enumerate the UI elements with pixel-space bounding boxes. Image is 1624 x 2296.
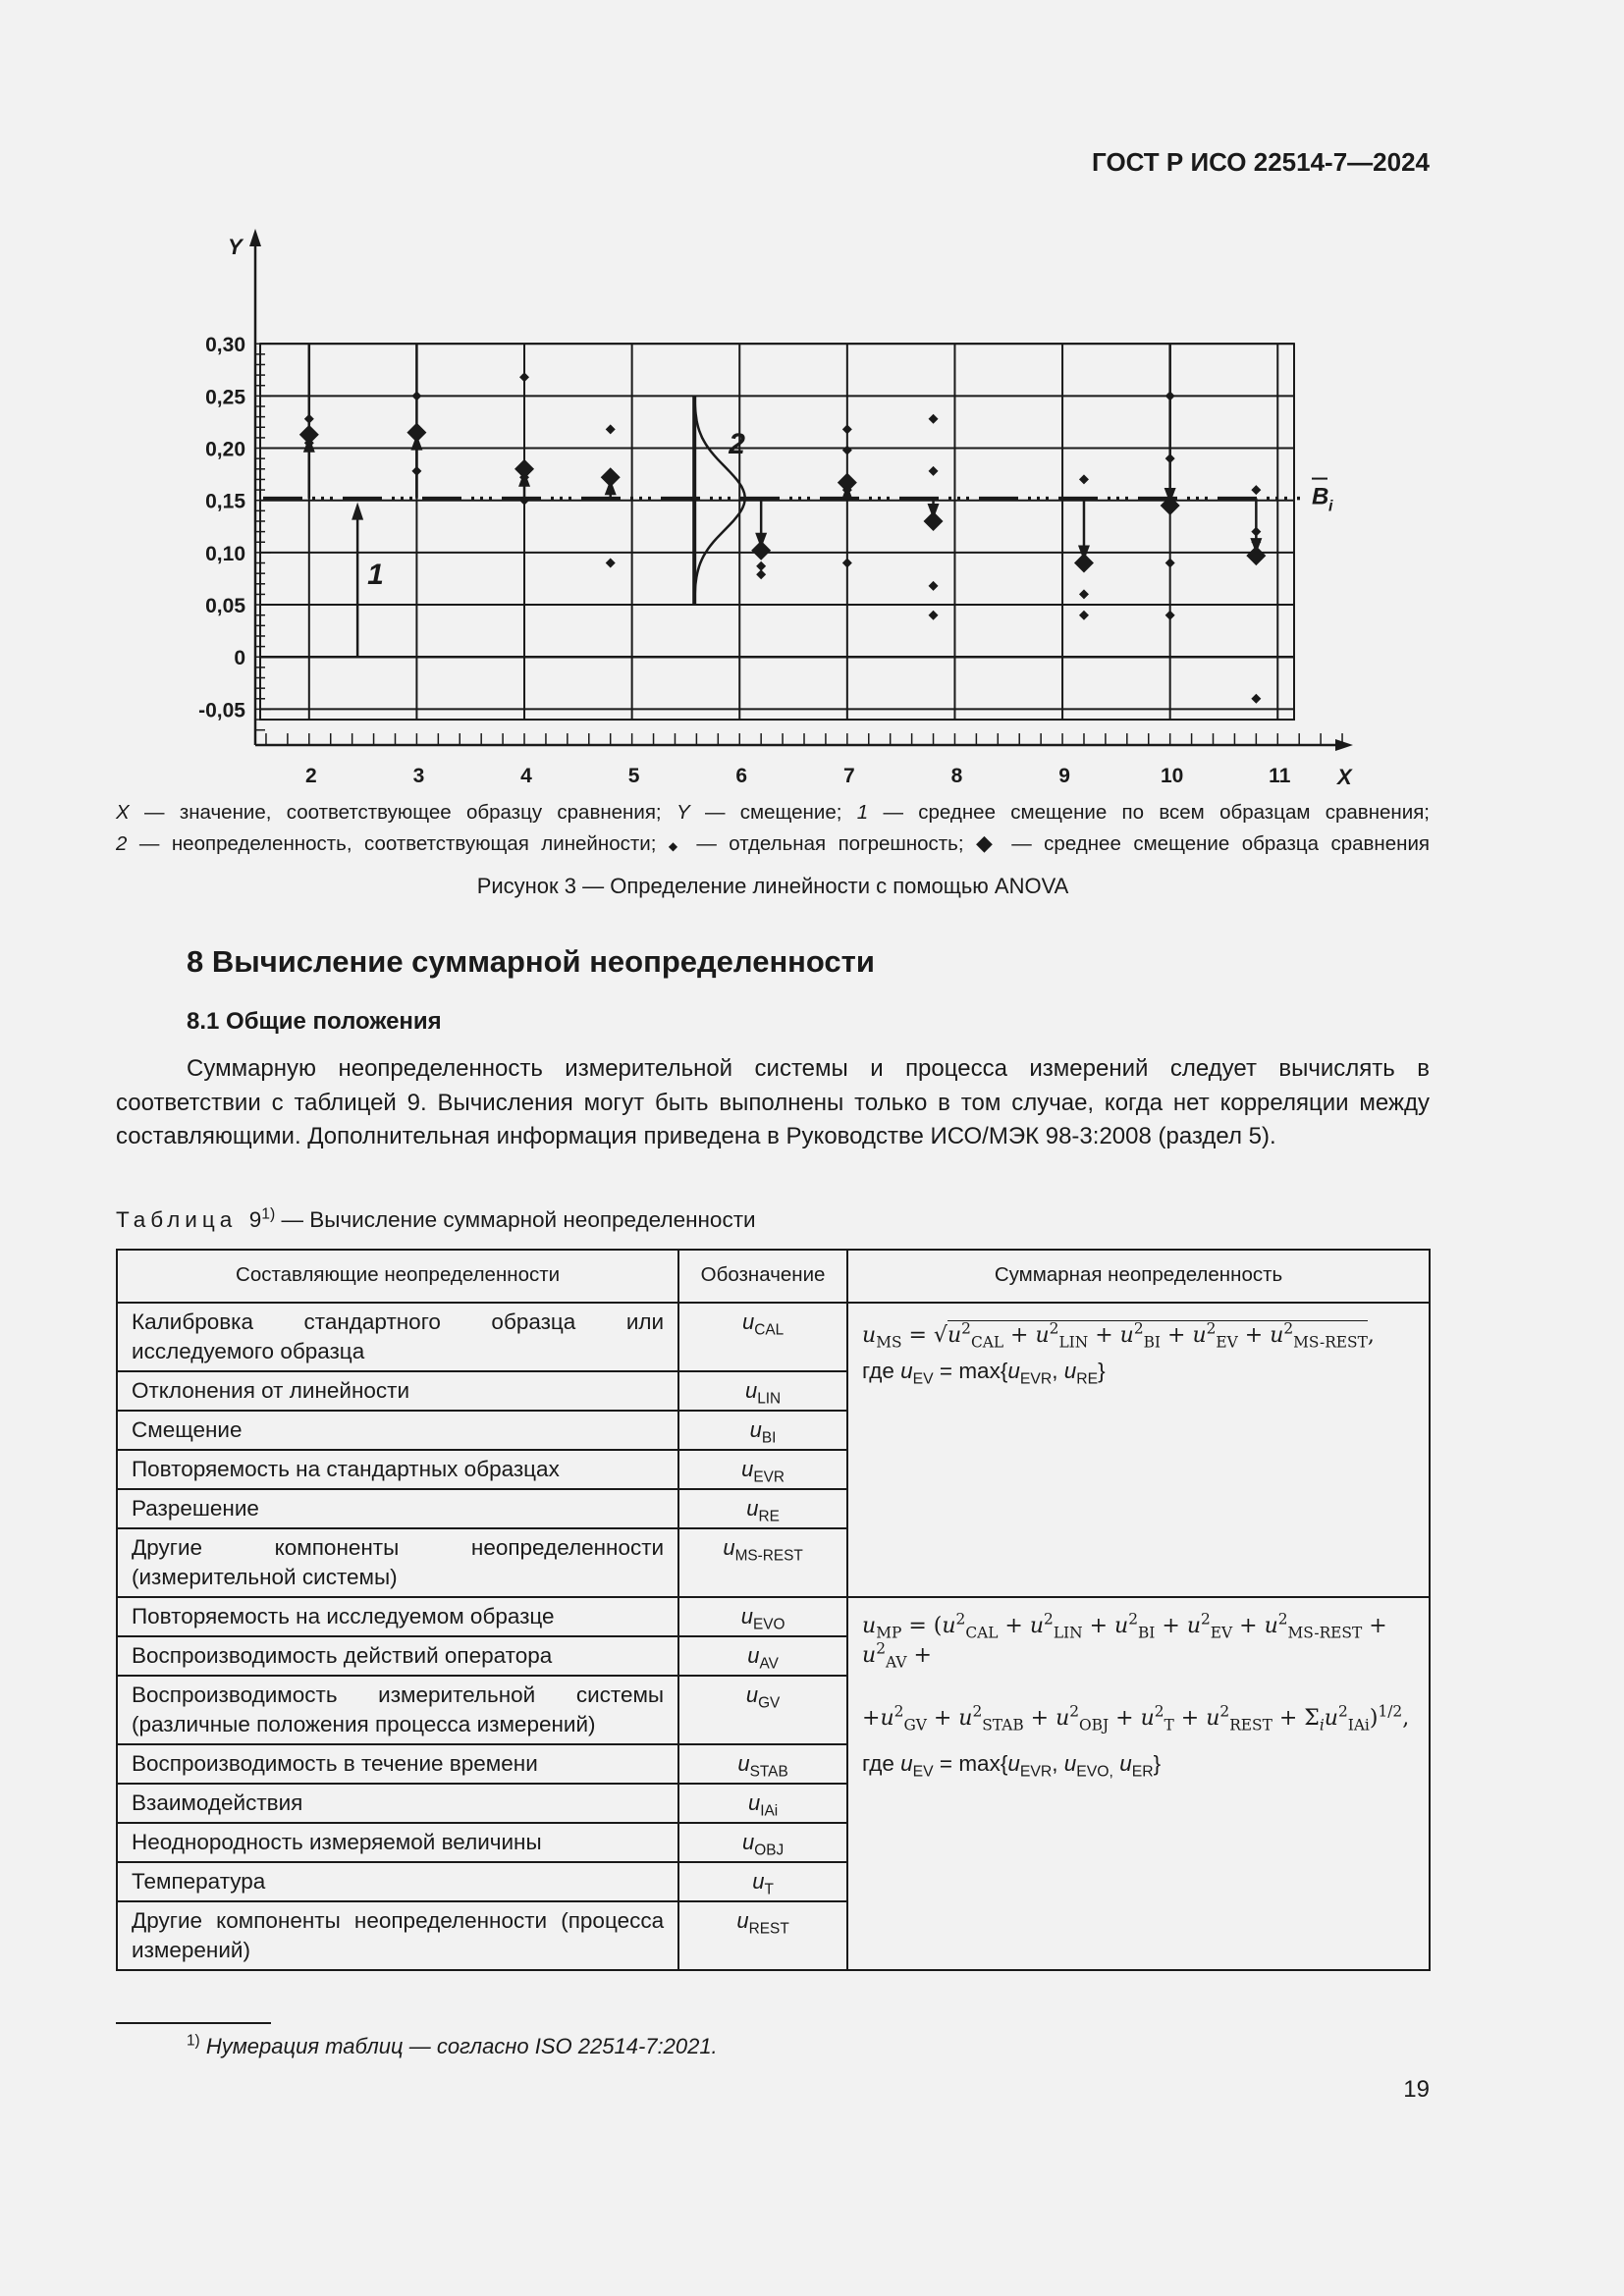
component-cell: Повторяемость на стандартных образцах: [117, 1450, 678, 1489]
sample-mean-point: [601, 467, 621, 487]
symbol-cell: $u_{BI}$: [678, 1411, 847, 1450]
individual-point: [1079, 589, 1089, 599]
formula-mp-where: где $u_{EV} = \max\{u_{EVR}$, $u_{EVO,}$ $u_{ER}$}: [862, 1751, 1162, 1781]
component-cell: Повторяемость на исследуемом образце: [117, 1597, 678, 1636]
header-combined: Суммарная неопределенность: [847, 1250, 1430, 1303]
sample-mean-point: [1074, 554, 1094, 573]
symbol-cell: $u_{CAL}$: [678, 1303, 847, 1371]
component-cell: Неоднородность измеряемой величины: [117, 1823, 678, 1862]
plot-frame: [260, 344, 1294, 720]
x-axis-arrow-icon: [1335, 739, 1353, 751]
y-tick-label: 0,10: [205, 542, 245, 565]
symbol-cell: $u_{EVO}$: [678, 1597, 847, 1636]
sample-mean-point: [299, 425, 319, 445]
individual-point: [929, 414, 939, 424]
y-tick-label: 0,25: [205, 386, 245, 409]
table-title-rest: — Вычисление суммарной неопределенности: [275, 1207, 756, 1232]
individual-point: [1251, 694, 1261, 704]
individual-point: [606, 559, 616, 568]
symbol-cell: $u_{AV}$: [678, 1636, 847, 1676]
individual-point: [1165, 454, 1175, 463]
y-axis-arrow-icon: [249, 229, 261, 246]
table-row: [117, 1597, 1430, 1636]
table-header-row: [117, 1250, 1430, 1303]
formula-ms-where: где $u_{EV} = \max\{u_{EVR}$, $u_{RE}$}: [862, 1359, 1106, 1388]
component-cell: Другие компоненты неопределенности (измерительной системы): [117, 1528, 678, 1597]
label-1: 1: [367, 558, 384, 591]
table-number: 9: [248, 1207, 262, 1232]
uncertainty-table: [116, 1249, 1431, 1971]
individual-point: [1165, 559, 1175, 568]
symbol-cell: $u_{IAi}$: [678, 1784, 847, 1823]
figure-legend: [116, 797, 1430, 862]
chart-ticks: [198, 235, 1353, 789]
individual-point: [1251, 527, 1261, 537]
footnote-text: Нумерация таблиц — согласно ISO 22514-7:2021.: [205, 2034, 718, 2058]
component-cell: Воспроизводимость измерительной системы (различные положения процесса измерений): [117, 1676, 678, 1744]
formula-ms: $u_{MS} = √u^2_{CAL} + u^2_{LIN} + u^2_{BI} + u^2_{EV} + u^2_{MS-REST}$,: [862, 1319, 1375, 1352]
mean-bias-subscript: i: [1328, 498, 1333, 515]
x-tick-label: 8: [950, 765, 963, 788]
legend-x-text: — значение, соответствующее образцу сравнения;: [129, 801, 677, 824]
individual-point: [304, 414, 314, 424]
header-symbol: Обозначение: [678, 1250, 847, 1303]
legend-2: 2: [116, 832, 128, 855]
x-tick-label: 11: [1269, 765, 1291, 788]
small-diamond-icon: ◆: [668, 839, 684, 853]
sample-mean-point: [1246, 546, 1266, 565]
y-tick-label: -0,05: [198, 699, 245, 722]
component-cell: Смещение: [117, 1411, 678, 1450]
figure-caption: Рисунок 3 — Определение линейности с помощью ANOVA: [476, 874, 1069, 898]
individual-point: [606, 424, 616, 434]
component-cell: Воспроизводимость в течение времени: [117, 1744, 678, 1784]
y-tick-label: 0,05: [205, 595, 245, 618]
formula-mp: $u_{MP} = (u^2_{CAL} + u^2_{LIN} + u^2_{BI} + u^2_{EV} + u^2_{MS-REST} + u^2_{AV}$ +: [862, 1610, 1387, 1672]
x-tick-label: 6: [735, 765, 748, 788]
table-row: [117, 1303, 1430, 1371]
legend-y-text: — смещение;: [689, 801, 857, 824]
y-tick-label: 0,15: [205, 490, 245, 513]
x-tick-label: 2: [304, 765, 317, 788]
individual-point: [756, 561, 766, 571]
individual-point: [1251, 485, 1261, 495]
mean-bias-label: B: [1312, 483, 1329, 510]
component-cell: Воспроизводимость действий оператора: [117, 1636, 678, 1676]
chart-axes: [249, 229, 1353, 751]
legend-1: 1: [856, 801, 869, 824]
component-cell: Взаимодействия: [117, 1784, 678, 1823]
chart-marks: [299, 372, 1267, 704]
component-cell: Отклонения от линейности: [117, 1371, 678, 1411]
x-tick-label: 10: [1160, 765, 1184, 788]
individual-point: [1079, 611, 1089, 620]
individual-point: [842, 446, 852, 455]
individual-point: [1165, 611, 1175, 620]
y-tick-label: 0,30: [205, 334, 245, 357]
table-word: Таблица: [116, 1207, 238, 1232]
subsection-heading: 8.1 Общие положения: [187, 1008, 442, 1035]
symbol-cell: $u_{MS-REST}$: [678, 1528, 847, 1597]
formula-mp-cont: $+u^2_{GV} + u^2_{STAB} + u^2_{OBJ} + u^2_T + u^2_{REST} + \Sigma_iu^2_{IAi})^{1/2}$,: [862, 1702, 1410, 1735]
symbol-cell: $u_{RE}$: [678, 1489, 847, 1528]
component-cell: Другие компоненты неопределенности (процесса измерений): [117, 1901, 678, 1970]
label-1-arrowhead-icon: [352, 503, 363, 520]
legend-x: X: [116, 801, 130, 824]
x-tick-label: 5: [627, 765, 640, 788]
individual-point: [929, 466, 939, 476]
sample-mean-point: [406, 423, 426, 443]
symbol-cell: $u_{STAB}$: [678, 1744, 847, 1784]
individual-point: [1079, 474, 1089, 484]
y-tick-label: 0,20: [205, 438, 245, 461]
footnote-marker: 1): [187, 2032, 200, 2050]
legend-big-text: — среднее смещение образца сравнения: [999, 832, 1431, 855]
symbol-cell: $u_{LIN}$: [678, 1371, 847, 1411]
section-heading: 8 Вычисление суммарной неопределенности: [187, 944, 875, 979]
table-title: [116, 1207, 756, 1233]
large-diamond-icon: ◆: [976, 830, 1000, 855]
symbol-cell: $u_{OBJ}$: [678, 1823, 847, 1862]
legend-1-text: — среднее смещение по всем образцам сравнения;: [868, 801, 1430, 824]
sample-mean-point: [514, 459, 534, 479]
component-cell: Разрешение: [117, 1489, 678, 1528]
y-axis-label: Y: [228, 235, 243, 259]
sample-mean-point: [924, 511, 944, 531]
individual-point: [929, 581, 939, 591]
page-number: 19: [1403, 2076, 1430, 2103]
individual-point: [929, 611, 939, 620]
individual-point: [756, 569, 766, 579]
x-tick-label: 4: [520, 765, 532, 788]
symbol-cell: $u_T$: [678, 1862, 847, 1901]
footnote: [187, 2034, 718, 2059]
linearity-chart: [108, 221, 1365, 790]
individual-point: [1165, 391, 1175, 400]
label-2: 2: [729, 427, 745, 460]
component-cell: Калибровка стандартного образца или исследуемого образца: [117, 1303, 678, 1371]
legend-small-text: — отдельная погрешность;: [683, 832, 977, 855]
symbol-cell: $u_{GV}$: [678, 1676, 847, 1744]
x-tick-label: 7: [842, 765, 855, 788]
legend-2-text: — неопределенность, соответствующая линейности;: [127, 832, 669, 855]
document-id: ГОСТ Р ИСО 22514-7—2024: [1092, 147, 1430, 177]
table-footnote-ref: 1): [261, 1205, 276, 1223]
body-paragraph: [116, 1052, 1430, 1154]
individual-point: [519, 372, 529, 382]
sample-mean-point: [838, 473, 857, 493]
chart-grid: [260, 344, 1294, 720]
symbol-cell: $u_{EVR}$: [678, 1450, 847, 1489]
x-tick-label: 9: [1058, 765, 1070, 788]
formula-ms-cell: [847, 1303, 1430, 1597]
component-cell: Температура: [117, 1862, 678, 1901]
individual-point: [411, 391, 421, 400]
individual-point: [411, 466, 421, 476]
header-components: Составляющие неопределенности: [117, 1250, 678, 1303]
x-tick-label: 3: [412, 765, 425, 788]
individual-point: [842, 424, 852, 434]
formula-mp-cell: [847, 1597, 1430, 1970]
paragraph-text: Суммарную неопределенность измерительной системы и процесса измерений следует вычислять в соответствии с таблицей 9. Вычисления могут быть выполнены только в том случае, когда нет корреляции между составляющими. Дополнительная информация приведена в Руководстве ИСО/МЭК 98-3:2008 (раздел 5).: [116, 1055, 1430, 1149]
individual-point: [842, 559, 852, 568]
symbol-cell: $u_{REST}$: [678, 1901, 847, 1970]
footnote-divider: [116, 2022, 271, 2024]
y-tick-label: 0: [234, 647, 245, 670]
legend-y: Y: [676, 801, 690, 824]
sample-mean-point: [751, 541, 771, 561]
x-axis-label: X: [1337, 765, 1352, 790]
